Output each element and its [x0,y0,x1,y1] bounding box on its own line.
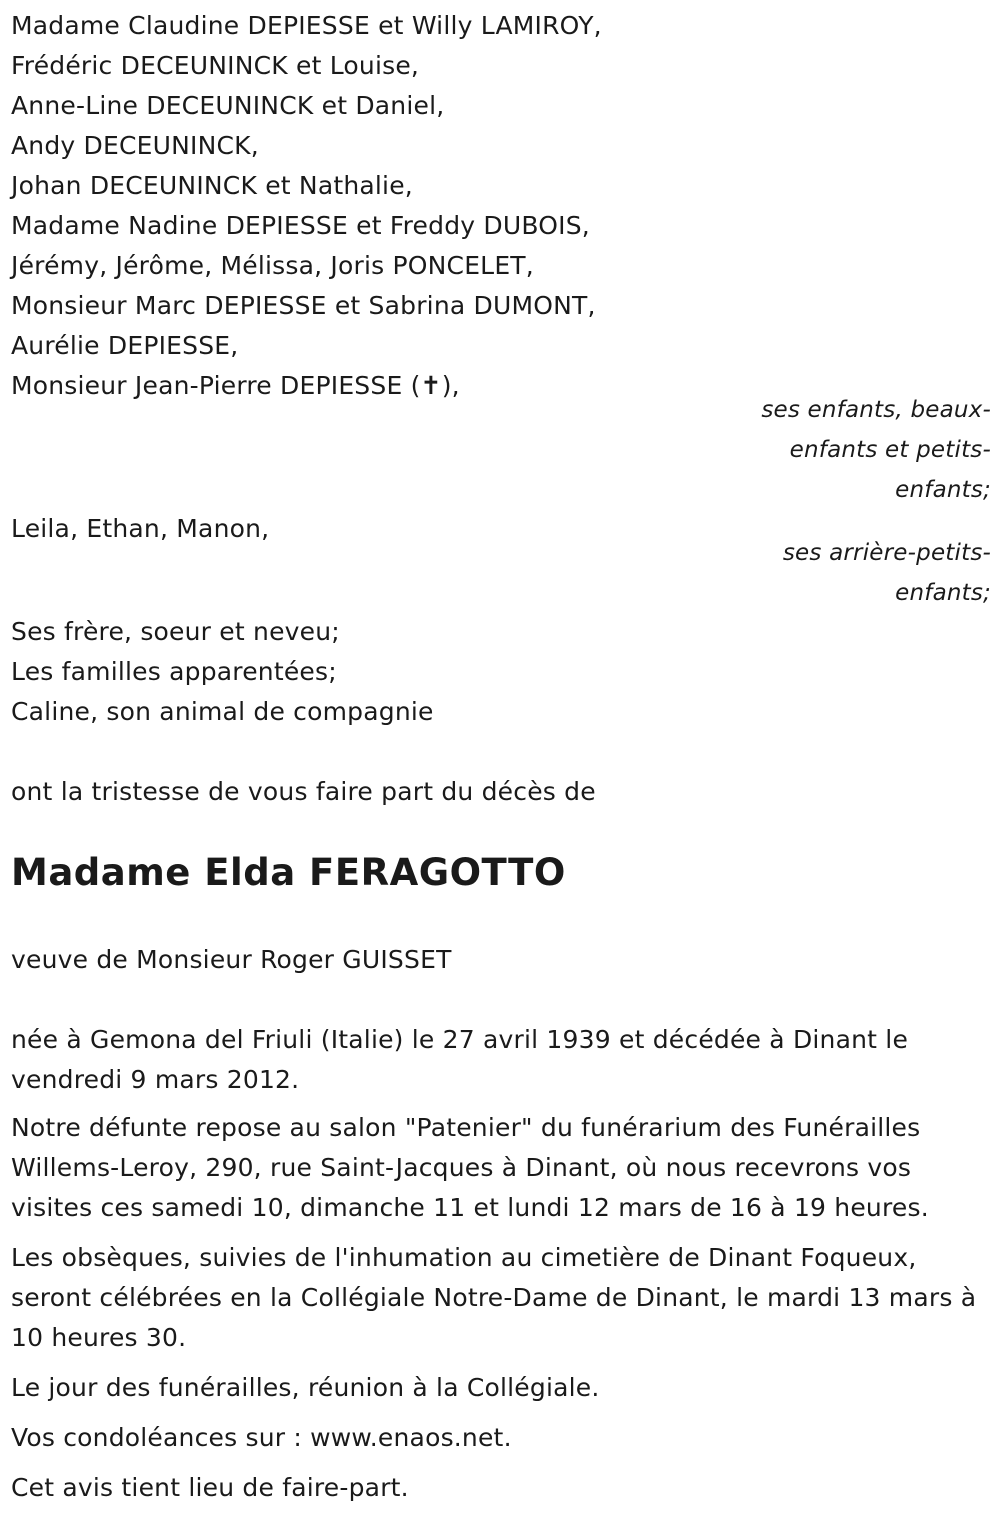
family-other-line: Ses frère, soeur et neveu; [11,617,340,646]
family-member-line: Madame Claudine DEPIESSE et Willy LAMIROY, [11,11,602,40]
meeting-paragraph: Le jour des funérailles, réunion à la Collégiale. [11,1373,600,1402]
deceased-name: Madame Elda FERAGOTTO [11,851,566,894]
relation-label-children: ses enfants, beaux- [761,397,991,423]
family-member-line: Aurélie DEPIESSE, [11,331,239,360]
funeral-paragraph: Les obsèques, suivies de l'inhumation au cimetière de Dinant Foqueux, seront célébrées en la Collégiale Notre-Dame de Dinant, le mardi 13 mars à 10 heures 30. [11,1243,977,1352]
family-member-line: Monsieur Jean-Pierre DEPIESSE (✝), [11,371,460,400]
family-member-line: Jérémy, Jérôme, Mélissa, Joris PONCELET, [11,251,534,280]
relation-label-great-grandchildren: enfants; [895,580,991,606]
relation-label-great-grandchildren: ses arrière-petits- [782,540,991,566]
condolences-paragraph: Vos condoléances sur : www.enaos.net. [11,1423,512,1452]
notice-paragraph: Cet avis tient lieu de faire-part. [11,1473,409,1502]
relation-label-children: enfants; [895,477,991,503]
family-member-line: Andy DECEUNINCK, [11,131,259,160]
announcement-text: ont la tristesse de vous faire part du décès de [11,777,596,806]
family-member-line: Anne-Line DECEUNINCK et Daniel, [11,91,445,120]
family-member-line: Frédéric DECEUNINCK et Louise, [11,51,420,80]
family-other-line: Caline, son animal de compagnie [11,697,434,726]
widow-of-line: veuve de Monsieur Roger GUISSET [11,945,452,974]
birth-death-paragraph: née à Gemona del Friuli (Italie) le 27 avril 1939 et décédée à Dinant le vendredi 9 mars 2012. [11,1025,909,1094]
family-member-line: Monsieur Marc DEPIESSE et Sabrina DUMONT, [11,291,596,320]
great-grandchildren-line: Leila, Ethan, Manon, [11,514,270,543]
family-other-line: Les familles apparentées; [11,657,337,686]
family-member-line: Madame Nadine DEPIESSE et Freddy DUBOIS, [11,211,590,240]
visitation-paragraph: Notre défunte repose au salon "Patenier" du funérarium des Funérailles Willems-Leroy, 290, rue Saint-Jacques à Dinant, où nous recevrons vos visites ces samedi 10, dimanche 11 et lundi 12 mars de 16 à 19 heures. [11,1113,929,1222]
family-member-line: Johan DECEUNINCK et Nathalie, [11,171,413,200]
relation-label-children: enfants et petits- [789,437,991,463]
